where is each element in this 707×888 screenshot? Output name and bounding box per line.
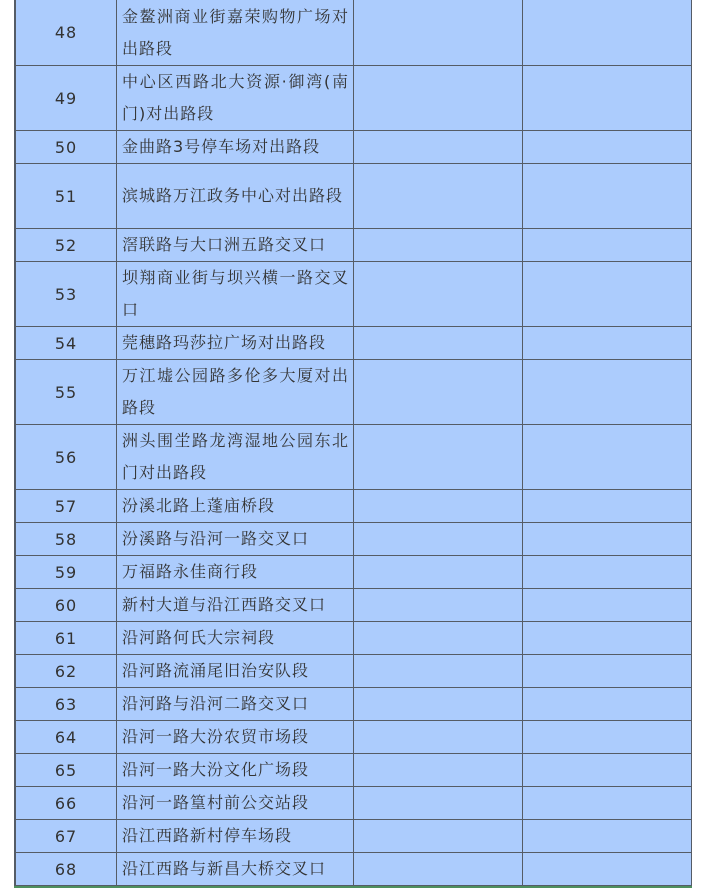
empty-cell [354, 622, 523, 655]
row-number: 51 [16, 164, 117, 229]
row-number: 52 [16, 229, 117, 262]
location-name: 沿河一路篁村前公交站段 [117, 787, 354, 820]
location-name: 中心区西路北大资源·御湾(南门)对出路段 [117, 66, 354, 131]
empty-cell [354, 327, 523, 360]
empty-cell [354, 164, 523, 229]
table-row [16, 556, 693, 589]
empty-cell [523, 66, 693, 131]
location-name: 沿江西路新村停车场段 [117, 820, 354, 853]
table-row [16, 622, 693, 655]
table-row [16, 688, 693, 721]
row-number: 58 [16, 523, 117, 556]
empty-cell [354, 787, 523, 820]
location-name: 万福路永佳商行段 [117, 556, 354, 589]
empty-cell [354, 229, 523, 262]
row-number: 48 [16, 0, 117, 66]
row-number: 68 [16, 853, 117, 886]
empty-cell [354, 131, 523, 164]
row-number: 60 [16, 589, 117, 622]
table-row [16, 523, 693, 556]
empty-cell [523, 556, 693, 589]
table-row [16, 229, 693, 262]
empty-cell [354, 853, 523, 886]
table-row [16, 820, 693, 853]
row-number: 65 [16, 754, 117, 787]
table-row [16, 754, 693, 787]
location-name: 金鳌洲商业街嘉荣购物广场对出路段 [117, 0, 354, 66]
location-name: 万江墟公园路多伦多大厦对出路段 [117, 360, 354, 425]
row-number: 57 [16, 490, 117, 523]
empty-cell [354, 721, 523, 754]
row-number: 55 [16, 360, 117, 425]
empty-cell [354, 688, 523, 721]
empty-cell [354, 556, 523, 589]
location-name: 坝翔商业街与坝兴横一路交叉口 [117, 262, 354, 327]
empty-cell [523, 523, 693, 556]
empty-cell [354, 425, 523, 490]
table-row [16, 425, 693, 490]
empty-cell [523, 820, 693, 853]
row-number: 61 [16, 622, 117, 655]
row-number: 67 [16, 820, 117, 853]
row-number: 64 [16, 721, 117, 754]
table-row [16, 131, 693, 164]
row-number: 62 [16, 655, 117, 688]
table-row [16, 589, 693, 622]
empty-cell [354, 360, 523, 425]
location-name: 金曲路3号停车场对出路段 [117, 131, 354, 164]
row-number: 66 [16, 787, 117, 820]
empty-cell [354, 523, 523, 556]
empty-cell [523, 131, 693, 164]
empty-cell [523, 655, 693, 688]
empty-cell [523, 327, 693, 360]
location-name: 莞穗路玛莎拉广场对出路段 [117, 327, 354, 360]
row-number: 50 [16, 131, 117, 164]
empty-cell [523, 0, 693, 66]
location-name: 沿河路流涌尾旧治安队段 [117, 655, 354, 688]
row-number: 53 [16, 262, 117, 327]
empty-cell [354, 490, 523, 523]
row-number: 49 [16, 66, 117, 131]
location-table-container [14, 0, 692, 888]
empty-cell [523, 360, 693, 425]
empty-cell [354, 655, 523, 688]
table-row [16, 787, 693, 820]
location-name: 沿河一路大汾农贸市场段 [117, 721, 354, 754]
location-name: 滨城路万江政务中心对出路段 [117, 164, 354, 229]
row-number: 54 [16, 327, 117, 360]
empty-cell [523, 787, 693, 820]
empty-cell [523, 853, 693, 886]
location-name: 沿河路与沿河二路交叉口 [117, 688, 354, 721]
location-name: 沿江西路与新昌大桥交叉口 [117, 853, 354, 886]
empty-cell [523, 721, 693, 754]
empty-cell [354, 66, 523, 131]
table-row [16, 360, 693, 425]
location-name: 汾溪路与沿河一路交叉口 [117, 523, 354, 556]
row-number: 56 [16, 425, 117, 490]
table-row [16, 262, 693, 327]
table-row [16, 490, 693, 523]
table-row [16, 164, 693, 229]
location-name: 沿河路何氏大宗祠段 [117, 622, 354, 655]
empty-cell [523, 425, 693, 490]
location-name: 沿河一路大汾文化广场段 [117, 754, 354, 787]
table-row [16, 66, 693, 131]
empty-cell [523, 622, 693, 655]
empty-cell [523, 688, 693, 721]
empty-cell [523, 754, 693, 787]
location-name: 新村大道与沿江西路交叉口 [117, 589, 354, 622]
empty-cell [354, 0, 523, 66]
table-row [16, 327, 693, 360]
empty-cell [523, 229, 693, 262]
table-row [16, 655, 693, 688]
empty-cell [354, 262, 523, 327]
empty-cell [523, 589, 693, 622]
table-row [16, 721, 693, 754]
table-row [16, 0, 693, 66]
location-name: 滘联路与大口洲五路交叉口 [117, 229, 354, 262]
table-row [16, 853, 693, 886]
location-name: 汾溪北路上蓬庙桥段 [117, 490, 354, 523]
row-number: 59 [16, 556, 117, 589]
empty-cell [354, 820, 523, 853]
empty-cell [523, 490, 693, 523]
location-table [15, 0, 692, 886]
empty-cell [354, 589, 523, 622]
empty-cell [354, 754, 523, 787]
empty-cell [523, 164, 693, 229]
location-name: 洲头围坣路龙湾湿地公园东北门对出路段 [117, 425, 354, 490]
empty-cell [523, 262, 693, 327]
row-number: 63 [16, 688, 117, 721]
